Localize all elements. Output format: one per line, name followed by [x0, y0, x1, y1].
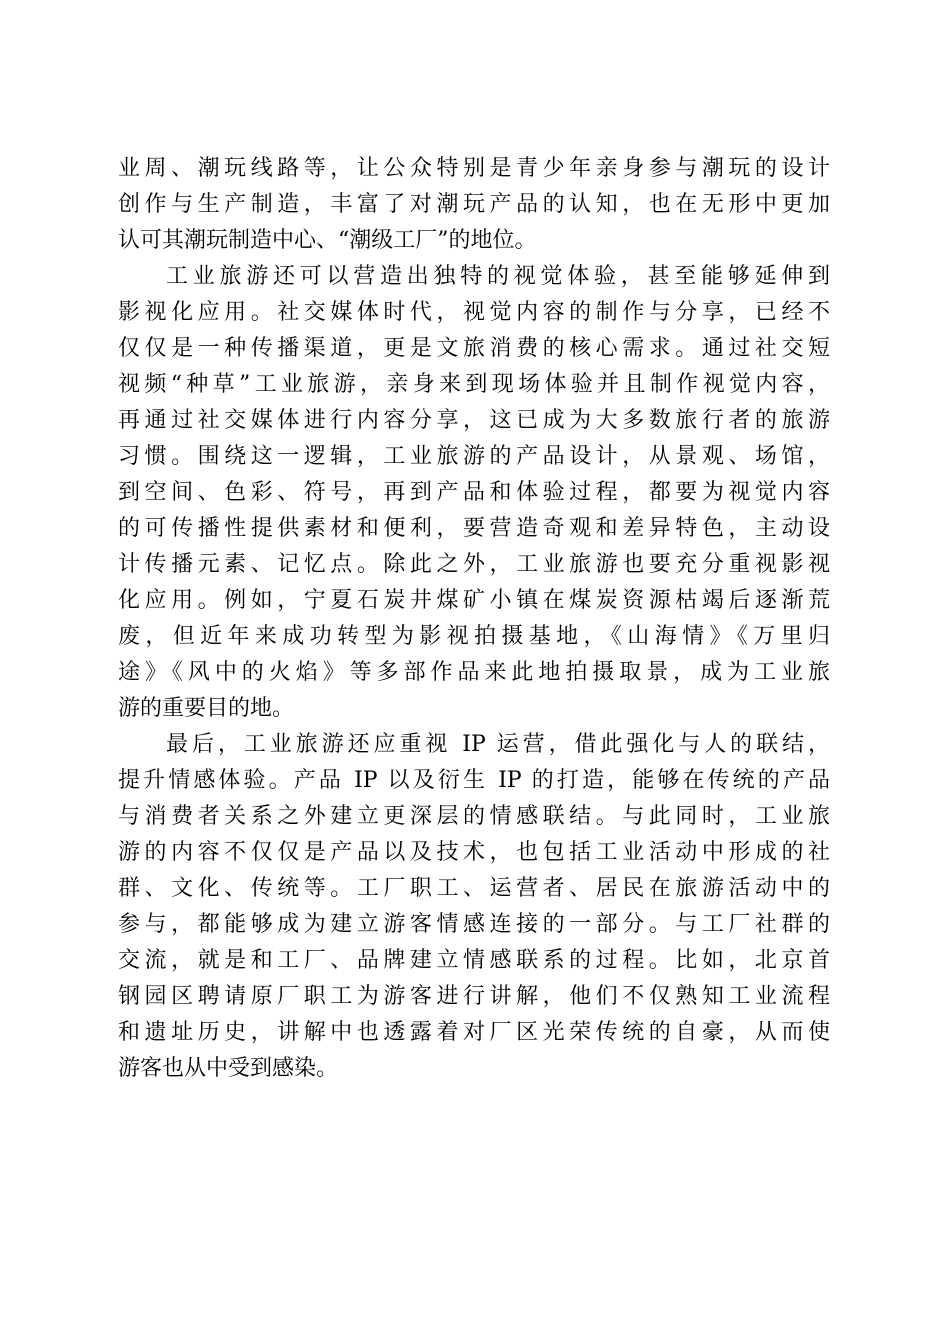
text-line: 废，但近年来成功转型为影视拍摄基地，《山海情》《万里归 [118, 624, 830, 649]
body-text [118, 151, 830, 1087]
text-line: 群、文化、传统等。工厂职工、运营者、居民在旅游活动中的 [118, 876, 830, 901]
text-line: 认可其潮玩制造中心、“潮级工厂”的地位。 [118, 228, 537, 253]
text-line: 业周、潮玩线路等，让公众特别是青少年亲身参与潮玩的设计 [118, 156, 830, 181]
text-line: 习惯。围绕这一逻辑，工业旅游的产品设计，从景观、场馆， [118, 444, 830, 469]
text-line: 钢园区聘请原厂职工为游客进行讲解，他们不仅熟知工业流程 [118, 984, 830, 1009]
text-line: 参与，都能够成为建立游客情感连接的一部分。与工厂社群的 [118, 912, 830, 937]
text-line: 游的内容不仅仅是产品以及技术，也包括工业活动中形成的社 [118, 840, 830, 865]
text-line: 与消费者关系之外建立更深层的情感联结。与此同时，工业旅 [118, 804, 830, 829]
paragraph-first-line: 最后，工业旅游还应重视 IP 运营，借此强化与人的联结， [166, 732, 830, 757]
text-line: 交流，就是和工厂、品牌建立情感联系的过程。比如，北京首 [118, 948, 830, 973]
text-line: 提升情感体验。产品 IP 以及衍生 IP 的打造，能够在传统的产品 [118, 768, 830, 793]
text-line: 游的重要目的地。 [118, 696, 295, 721]
text-line: 途》《风中的火焰》等多部作品来此地拍摄取景，成为工业旅 [118, 660, 830, 685]
text-line: 和遗址历史，讲解中也透露着对厂区光荣传统的自豪，从而使 [118, 1020, 830, 1045]
text-line: 游客也从中受到感染。 [118, 1056, 339, 1081]
text-line: 视频“种草”工业旅游，亲身来到现场体验并且制作视觉内容， [118, 372, 830, 397]
text-line: 影视化应用。社交媒体时代，视觉内容的制作与分享，已经不 [118, 300, 830, 325]
text-line: 的可传播性提供素材和便利，要营造奇观和差异特色，主动设 [118, 516, 830, 541]
text-line: 到空间、色彩、符号，再到产品和体验过程，都要为视觉内容 [118, 480, 830, 505]
text-line: 仅仅是一种传播渠道，更是文旅消费的核心需求。通过社交短 [118, 336, 830, 361]
text-line: 计传播元素、记忆点。除此之外，工业旅游也要充分重视影视 [118, 552, 830, 577]
paragraph-first-line: 工业旅游还可以营造出独特的视觉体验，甚至能够延伸到 [166, 264, 830, 289]
text-line: 创作与生产制造，丰富了对潮玩产品的认知，也在无形中更加 [118, 192, 830, 217]
text-line: 再通过社交媒体进行内容分享，这已成为大多数旅行者的旅游 [118, 408, 830, 433]
text-line: 化应用。例如，宁夏石炭井煤矿小镇在煤炭资源枯竭后逐渐荒 [118, 588, 830, 613]
